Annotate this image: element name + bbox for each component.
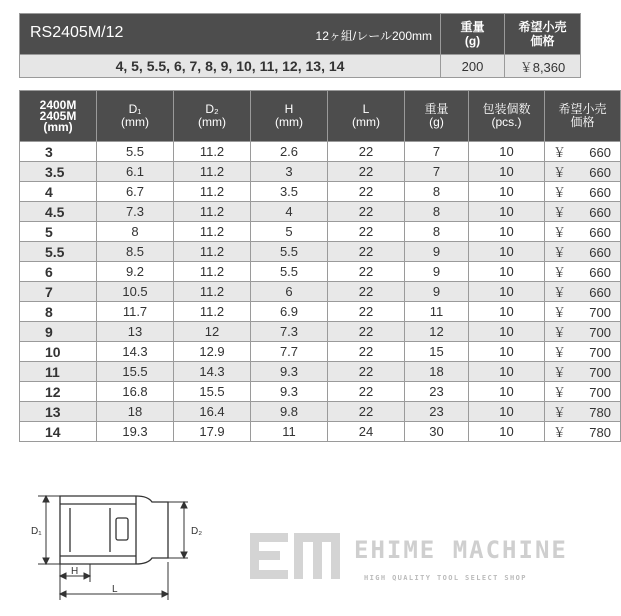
- size-cell: 14: [20, 422, 97, 442]
- price-value: 660: [589, 145, 611, 160]
- d2-cell: 11.2: [174, 242, 251, 262]
- size-cell: 8: [20, 302, 97, 322]
- weight-cell: 7: [405, 162, 469, 182]
- qty-cell: 10: [469, 322, 545, 342]
- l-cell: 22: [328, 282, 405, 302]
- d2-cell: 15.5: [174, 382, 251, 402]
- size-cell: 4: [20, 182, 97, 202]
- d2-cell: 11.2: [174, 142, 251, 162]
- l-cell: 22: [328, 322, 405, 342]
- size-cell: 3: [20, 142, 97, 162]
- size-cell: 9: [20, 322, 97, 342]
- yen-sign: ￥: [553, 145, 567, 160]
- d2-cell: 11.2: [174, 222, 251, 242]
- d1-cell: 18: [97, 402, 174, 422]
- set-spec: 12ヶ組/レール200mm: [315, 29, 432, 43]
- price-cell: [545, 162, 621, 182]
- brand-name: EHIME MACHINE: [354, 536, 568, 564]
- price-value: 660: [589, 205, 611, 220]
- l-cell: 22: [328, 342, 405, 362]
- l-cell: 24: [328, 422, 405, 442]
- spec-table: [19, 90, 621, 442]
- price-cell: [545, 142, 621, 162]
- set-sizes: 4, 5, 5.5, 6, 7, 8, 9, 10, 11, 12, 13, 14: [20, 55, 441, 78]
- table-row: [20, 422, 621, 442]
- h-cell: 9.3: [251, 362, 328, 382]
- price-value: 660: [589, 185, 611, 200]
- price-value: 660: [589, 265, 611, 280]
- l-cell: 22: [328, 182, 405, 202]
- price-cell: [545, 262, 621, 282]
- price-cell: [545, 202, 621, 222]
- yen-sign: ￥: [553, 365, 567, 380]
- h-cell: 9.8: [251, 402, 328, 422]
- d1-cell: 16.8: [97, 382, 174, 402]
- d2-label: D₂: [191, 526, 203, 537]
- d2-cell: 12.9: [174, 342, 251, 362]
- table-row: [20, 242, 621, 262]
- d2-cell: 11.2: [174, 282, 251, 302]
- price-cell: [545, 222, 621, 242]
- yen-sign: ￥: [553, 245, 567, 260]
- brand-logo: [250, 533, 590, 593]
- yen-sign: ￥: [553, 265, 567, 280]
- header-d1: D₁ (mm): [97, 91, 174, 142]
- yen-sign: ￥: [553, 385, 567, 400]
- weight-cell: 23: [405, 382, 469, 402]
- h-cell: 4: [251, 202, 328, 222]
- d1-cell: 13: [97, 322, 174, 342]
- size-cell: 4.5: [20, 202, 97, 222]
- price-value: 780: [589, 425, 611, 440]
- d1-cell: 7.3: [97, 202, 174, 222]
- table-row: [20, 302, 621, 322]
- d1-cell: 8: [97, 222, 174, 242]
- qty-cell: 10: [469, 142, 545, 162]
- price-cell: [545, 342, 621, 362]
- h-cell: 3: [251, 162, 328, 182]
- yen-sign: ￥: [553, 165, 567, 180]
- h-cell: 7.3: [251, 322, 328, 342]
- set-price-header: 希望小売 価格: [505, 14, 581, 55]
- yen-sign: ￥: [553, 225, 567, 240]
- qty-cell: 10: [469, 302, 545, 322]
- size-cell: 10: [20, 342, 97, 362]
- header-h: H (mm): [251, 91, 328, 142]
- d1-cell: 11.7: [97, 302, 174, 322]
- qty-cell: 10: [469, 342, 545, 362]
- d1-cell: 6.7: [97, 182, 174, 202]
- weight-cell: 30: [405, 422, 469, 442]
- table-row: [20, 182, 621, 202]
- em-logo-icon: [250, 533, 340, 579]
- l-cell: 22: [328, 162, 405, 182]
- l-cell: 22: [328, 202, 405, 222]
- header-weight: 重量 (g): [405, 91, 469, 142]
- l-cell: 22: [328, 262, 405, 282]
- table-row: [20, 162, 621, 182]
- l-cell: 22: [328, 222, 405, 242]
- l-cell: 22: [328, 302, 405, 322]
- h-label: H: [71, 566, 79, 577]
- d2-dimension: [168, 502, 188, 558]
- h-cell: 5: [251, 222, 328, 242]
- size-cell: 11: [20, 362, 97, 382]
- table-row: [20, 402, 621, 422]
- qty-cell: 10: [469, 282, 545, 302]
- price-cell: [545, 382, 621, 402]
- weight-cell: 23: [405, 402, 469, 422]
- price-cell: [545, 322, 621, 342]
- d1-label: D₁: [31, 526, 42, 537]
- weight-cell: 9: [405, 262, 469, 282]
- d2-cell: 11.2: [174, 262, 251, 282]
- qty-cell: 10: [469, 202, 545, 222]
- l-cell: 22: [328, 402, 405, 422]
- qty-cell: 10: [469, 422, 545, 442]
- price-value: 660: [589, 225, 611, 240]
- size-cell: 6: [20, 262, 97, 282]
- weight-cell: 8: [405, 182, 469, 202]
- weight-cell: 9: [405, 242, 469, 262]
- spec-header-row: [20, 91, 621, 142]
- table-row: [20, 262, 621, 282]
- yen-sign: ￥: [553, 405, 567, 420]
- price-value: 780: [589, 405, 611, 420]
- price-value: 660: [589, 285, 611, 300]
- qty-cell: 10: [469, 182, 545, 202]
- yen-sign: ￥: [553, 305, 567, 320]
- l-cell: 22: [328, 142, 405, 162]
- d1-cell: 6.1: [97, 162, 174, 182]
- price-cell: [545, 422, 621, 442]
- d2-cell: 16.4: [174, 402, 251, 422]
- set-model-header: [20, 14, 441, 55]
- header-l: L (mm): [328, 91, 405, 142]
- weight-cell: 9: [405, 282, 469, 302]
- brand-tagline: HIGH QUALITY TOOL SELECT SHOP: [364, 574, 527, 582]
- socket-outline: [60, 496, 168, 564]
- yen-sign: ￥: [553, 345, 567, 360]
- size-cell: 12: [20, 382, 97, 402]
- table-row: [20, 382, 621, 402]
- l-cell: 22: [328, 242, 405, 262]
- yen-sign: ￥: [553, 285, 567, 300]
- h-cell: 11: [251, 422, 328, 442]
- qty-cell: 10: [469, 402, 545, 422]
- yen-sign: ￥: [553, 205, 567, 220]
- header-qty: 包装個数 (pcs.): [469, 91, 545, 142]
- price-cell: [545, 282, 621, 302]
- price-value: 700: [589, 365, 611, 380]
- d1-cell: 8.5: [97, 242, 174, 262]
- h-cell: 5.5: [251, 242, 328, 262]
- table-row: [20, 202, 621, 222]
- header-d2: D₂ (mm): [174, 91, 251, 142]
- size-cell: 3.5: [20, 162, 97, 182]
- qty-cell: 10: [469, 362, 545, 382]
- l-label: L: [112, 584, 118, 595]
- d2-cell: 11.2: [174, 182, 251, 202]
- weight-cell: 12: [405, 322, 469, 342]
- table-row: [20, 222, 621, 242]
- set-weight-header: 重量 (g): [441, 14, 505, 55]
- d2-cell: 11.2: [174, 302, 251, 322]
- price-value: 660: [589, 165, 611, 180]
- qty-cell: 10: [469, 382, 545, 402]
- price-value: 700: [589, 385, 611, 400]
- h-cell: 6.9: [251, 302, 328, 322]
- size-cell: 7: [20, 282, 97, 302]
- size-cell: 5.5: [20, 242, 97, 262]
- qty-cell: 10: [469, 162, 545, 182]
- set-price: ￥8,360: [505, 55, 581, 78]
- header-price: 希望小売 価格: [545, 91, 621, 142]
- h-cell: 5.5: [251, 262, 328, 282]
- d1-cell: 10.5: [97, 282, 174, 302]
- yen-sign: ￥: [553, 185, 567, 200]
- d2-cell: 17.9: [174, 422, 251, 442]
- d1-cell: 19.3: [97, 422, 174, 442]
- table-row: [20, 282, 621, 302]
- h-cell: 3.5: [251, 182, 328, 202]
- spec-body: [20, 142, 621, 442]
- h-cell: 9.3: [251, 382, 328, 402]
- weight-cell: 18: [405, 362, 469, 382]
- yen-sign: ￥: [553, 325, 567, 340]
- d1-cell: 15.5: [97, 362, 174, 382]
- yen-sign: ￥: [553, 425, 567, 440]
- qty-cell: 10: [469, 262, 545, 282]
- l-cell: 22: [328, 382, 405, 402]
- price-value: 700: [589, 325, 611, 340]
- table-row: [20, 322, 621, 342]
- size-cell: 5: [20, 222, 97, 242]
- set-table: [19, 13, 581, 78]
- price-cell: [545, 182, 621, 202]
- h-cell: 6: [251, 282, 328, 302]
- l-cell: 22: [328, 362, 405, 382]
- h-cell: 2.6: [251, 142, 328, 162]
- d1-cell: 14.3: [97, 342, 174, 362]
- price-cell: [545, 402, 621, 422]
- price-cell: [545, 242, 621, 262]
- size-cell: 13: [20, 402, 97, 422]
- d2-cell: 11.2: [174, 162, 251, 182]
- price-cell: [545, 362, 621, 382]
- d2-cell: 11.2: [174, 202, 251, 222]
- price-value: 660: [589, 245, 611, 260]
- header-size: 2400M 2405M (mm): [20, 91, 97, 142]
- d2-cell: 12: [174, 322, 251, 342]
- qty-cell: 10: [469, 242, 545, 262]
- socket-dimension-diagram: [18, 478, 218, 608]
- set-model: RS2405M/12: [30, 24, 124, 41]
- table-row: [20, 142, 621, 162]
- d1-cell: 9.2: [97, 262, 174, 282]
- d2-cell: 14.3: [174, 362, 251, 382]
- price-value: 700: [589, 305, 611, 320]
- set-weight: 200: [441, 55, 505, 78]
- price-cell: [545, 302, 621, 322]
- table-row: [20, 342, 621, 362]
- weight-cell: 11: [405, 302, 469, 322]
- table-row: [20, 362, 621, 382]
- d1-cell: 5.5: [97, 142, 174, 162]
- weight-cell: 8: [405, 202, 469, 222]
- price-value: 700: [589, 345, 611, 360]
- qty-cell: 10: [469, 222, 545, 242]
- weight-cell: 7: [405, 142, 469, 162]
- h-cell: 7.7: [251, 342, 328, 362]
- weight-cell: 8: [405, 222, 469, 242]
- weight-cell: 15: [405, 342, 469, 362]
